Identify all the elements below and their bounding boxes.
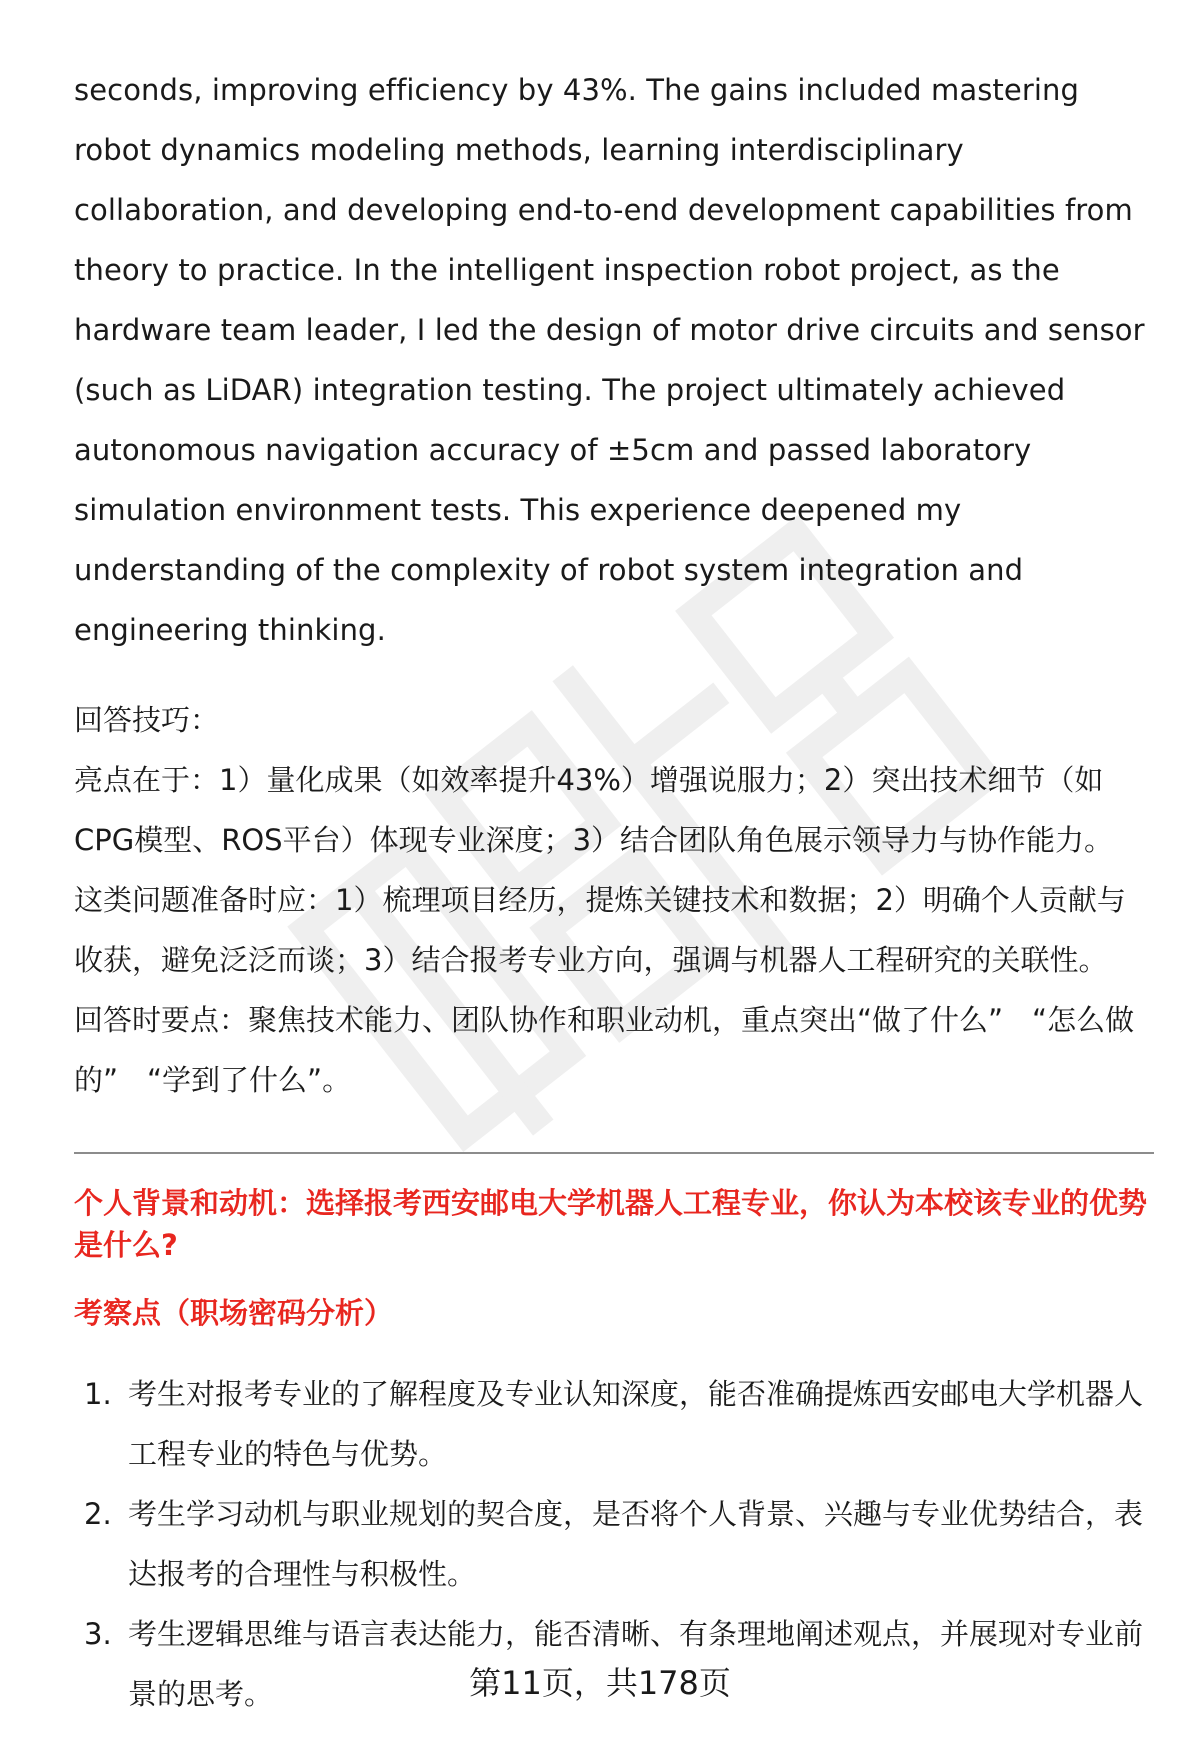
list-item-number: 2.	[84, 1497, 112, 1531]
list-item-number: 1.	[84, 1377, 112, 1411]
list-item-text: 考生对报考专业的了解程度及专业认知深度，能否准确提炼西安邮电大学机器人工程专业的特色与优势。	[128, 1377, 1144, 1471]
english-answer-paragraph: seconds, improving efficiency by 43%. The gains included mastering robot dynamics modeling methods, learning interdisciplinary collaboration, and developing end-to-end development capabilities from theory to practice. In the intelligent inspection robot project, as the hardware team leader, I led the design of motor drive circuits and sensor (such as LiDAR) integration testing. The project ultimately achieved autonomous navigation accuracy of ±5cm and passed laboratory simulation environment tests. This experience deepened my understanding of the complexity of robot system integration and engineering thinking.	[74, 73, 1145, 647]
analysis-heading: 考察点（职场密码分析）	[74, 1296, 394, 1330]
tips-highlight: 亮点在于：1）量化成果（如效率提升43%）增强说服力；2）突出技术细节（如CPG模型、ROS平台）体现专业深度；3）结合团队角色展示领导力与协作能力。	[74, 763, 1114, 857]
list-item	[74, 1484, 1154, 1604]
list-item-text: 考生逻辑思维与语言表达能力，能否清晰、有条理地阐述观点，并展现对专业前景的思考。	[128, 1617, 1144, 1711]
page-content	[74, 60, 1154, 1724]
section-divider	[74, 1152, 1154, 1154]
list-item	[74, 1364, 1154, 1484]
tips-key-points: 回答时要点：聚焦技术能力、团队协作和职业动机，重点突出“做了什么” “怎么做的” “学到了什么”。	[74, 1003, 1135, 1097]
tips-preparation: 这类问题准备时应：1）梳理项目经历，提炼关键技术和数据；2）明确个人贡献与收获，避免泛泛而谈；3）结合报考专业方向，强调与机器人工程研究的关联性。	[74, 883, 1126, 977]
list-item-text: 考生学习动机与职业规划的契合度，是否将个人背景、兴趣与专业优势结合，表达报考的合理性与积极性。	[128, 1497, 1144, 1591]
answer-tips-section	[74, 690, 1154, 1110]
list-item-number: 3.	[84, 1617, 112, 1651]
question-title: 个人背景和动机：选择报考西安邮电大学机器人工程专业，你认为本校该专业的优势是什么?	[74, 1186, 1148, 1262]
page-number-footer: 第11页，共178页	[469, 1664, 731, 1702]
tips-heading: 回答技巧：	[74, 703, 220, 737]
